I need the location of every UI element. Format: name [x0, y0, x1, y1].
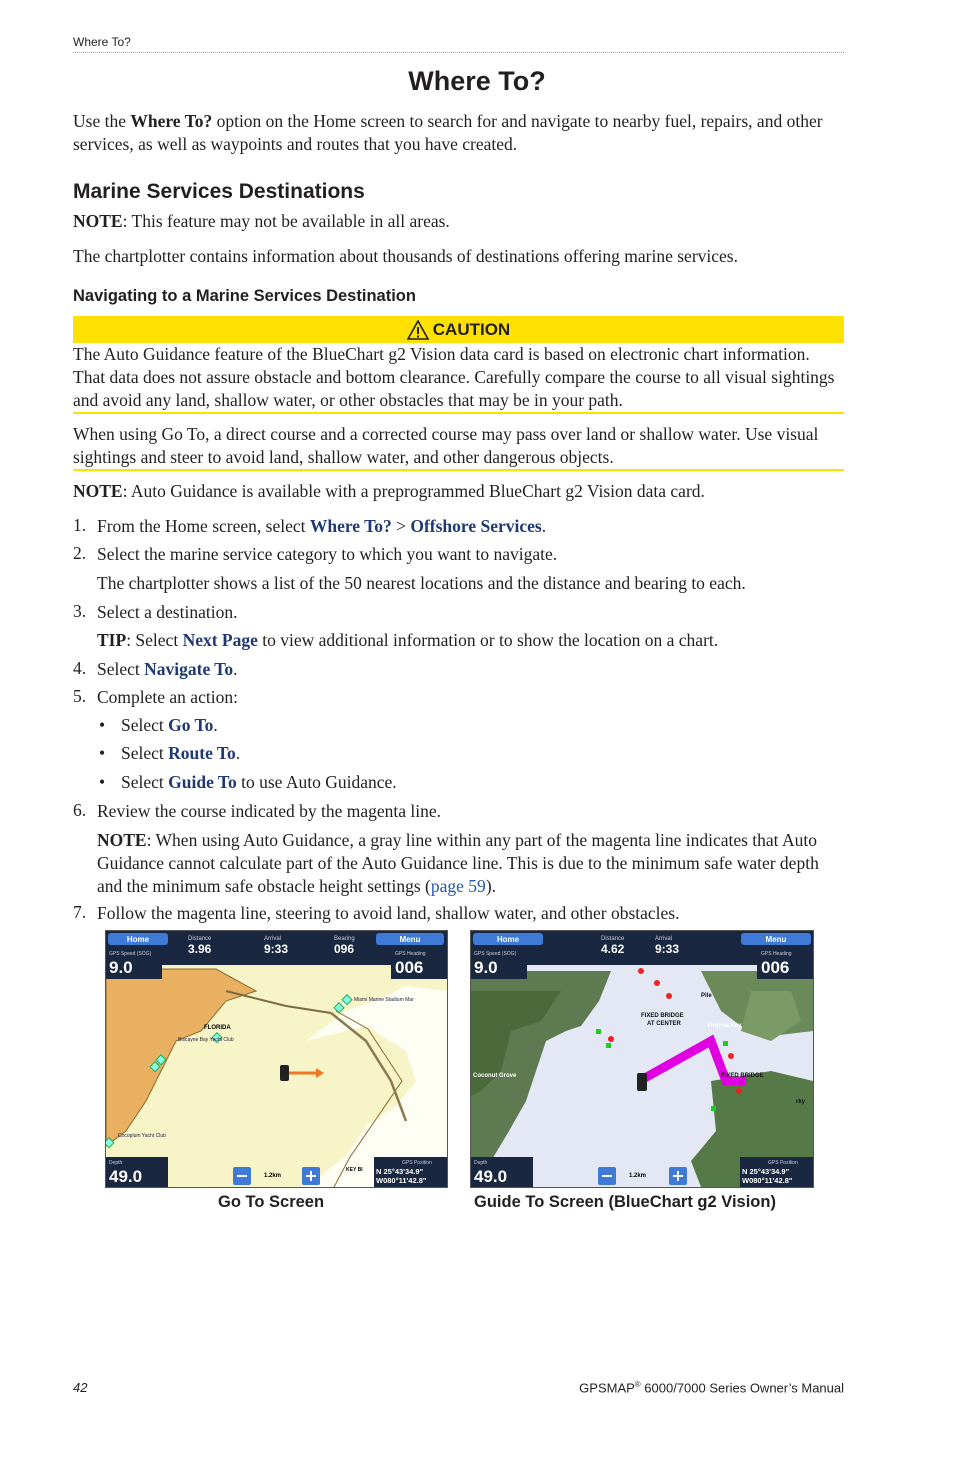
- step-7: Follow the magenta line, steering to avoid land, shallow water, and other obstacles.: [97, 903, 680, 923]
- pile-label: Pile: [701, 993, 712, 999]
- scale-value: 1.2km: [264, 1173, 282, 1179]
- latitude-value: N 25°43'34.9": [376, 1167, 424, 1176]
- step-7-number: 7.: [73, 902, 87, 922]
- speed-value: 9.0: [474, 958, 498, 977]
- biscayne-label: Biscayne Bay Yacht Club: [178, 1037, 234, 1043]
- tip-text-end: to view additional information or to show the location on a chart.: [257, 630, 719, 650]
- warning-icon: [407, 320, 429, 340]
- step-3: Select a destination.: [97, 602, 238, 622]
- distance-label: Distance: [601, 936, 625, 942]
- coconut-grove-label: Coconut Grove: [473, 1073, 517, 1079]
- speed-label: GPS Speed (SOG): [474, 951, 517, 957]
- speed-value: 9.0: [109, 958, 133, 977]
- depth-label: Depth: [109, 1160, 123, 1166]
- step-3-tip: [97, 629, 845, 652]
- longitude-value: W080°11'42.8": [742, 1176, 793, 1185]
- guide-to-screen-image: [470, 930, 814, 1188]
- bearing-value: 096: [334, 942, 355, 956]
- auto-guidance-note: [73, 480, 845, 503]
- distance-value: 3.96: [188, 942, 212, 956]
- tip-label: TIP: [97, 630, 127, 650]
- caution-bottom-rule: [73, 469, 844, 471]
- manual-series: 6000/7000 Series Owner’s Manual: [640, 1380, 844, 1396]
- step-4-number: 4.: [73, 658, 87, 678]
- bullet-route-to: [121, 743, 240, 764]
- bearing-label: Bearing: [334, 936, 355, 942]
- bullet-2-dot: •: [99, 743, 106, 763]
- distance-label: Distance: [188, 936, 212, 942]
- go-to-chart-svg: [106, 931, 447, 1187]
- arrival-value: 9:33: [655, 942, 680, 956]
- step-2-detail: The chartplotter shows a list of the 50 nearest locations and the distance and bearing to each.: [97, 573, 746, 593]
- guide-to-ui-label: Guide To: [168, 772, 237, 792]
- step-6-note: [97, 829, 845, 898]
- tip-text: : Select: [126, 630, 183, 650]
- home-button-label: Home: [496, 935, 520, 944]
- bullet-1-text: Select: [121, 715, 169, 735]
- fixed-bridge-2-label: FIXED BRIDGE: [721, 1073, 764, 1079]
- florida-label: FLORIDA: [204, 1025, 231, 1031]
- fixed-bridge-label: FIXED BRIDGE: [641, 1013, 684, 1019]
- manual-name: GPSMAP: [579, 1380, 635, 1396]
- bullet-1-dot: •: [99, 715, 106, 735]
- bullet-2-text: Select: [121, 743, 169, 763]
- step-3-number: 3.: [73, 601, 87, 621]
- bullet-go-to: [121, 715, 218, 736]
- step-6-note-end: ).: [485, 876, 497, 896]
- navigate-to-ui-label: Navigate To: [144, 659, 234, 679]
- step-1-number: 1.: [73, 515, 87, 535]
- heading-label: GPS Heading: [761, 951, 792, 957]
- menu-button-label: Menu: [765, 935, 787, 944]
- arrival-value: 9:33: [264, 942, 289, 956]
- arrival-label: Arrival: [264, 936, 282, 942]
- step-1-text: From the Home screen, select: [97, 516, 310, 536]
- bullet-3-dot: •: [99, 772, 106, 792]
- step-5-number: 5.: [73, 686, 87, 706]
- where-to-ui-label: Where To?: [309, 516, 392, 536]
- header-rule: [73, 52, 844, 53]
- step-6-note-label: NOTE: [97, 830, 147, 850]
- note-text: : This feature may not be available in all areas.: [122, 211, 450, 231]
- running-head: Where To?: [73, 35, 131, 49]
- page-title: Where To?: [408, 66, 546, 96]
- miami-stadium-label: Miami Marine Stadium Mar: [354, 997, 414, 1003]
- step-6: Review the course indicated by the magenta line.: [97, 801, 442, 821]
- heading-value: 006: [761, 958, 790, 977]
- caution-banner: [73, 316, 844, 343]
- intro-suffix: option on the Home screen to search for and navigate to nearby fuel, repairs, and other services, as well as waypoints and routes that you have created.: [73, 111, 823, 154]
- menu-separator: >: [391, 516, 411, 536]
- key-label: KEY BI: [346, 1167, 363, 1173]
- step-6-note-text: : When using Auto Guidance, a gray line within any part of the magenta line indicates that Auto Guidance cannot calculate part of the Auto Guidance line. This is due to the minimum safe water depth and the minimum safe obstacle height settings (: [97, 830, 819, 896]
- rky-label: rky: [796, 1099, 806, 1105]
- depth-value: 49.0: [109, 1167, 143, 1186]
- speed-label: GPS Speed (SOG): [109, 951, 152, 957]
- latitude-value: N 25°43'34.9": [742, 1167, 790, 1176]
- section-description: The chartplotter contains information about thousands of destinations offering marine services.: [73, 246, 738, 266]
- go-to-ui-label: Go To: [168, 715, 214, 735]
- depth-label: Depth: [474, 1160, 488, 1166]
- page-number: 42: [73, 1380, 88, 1395]
- guide-to-chart-svg: [471, 931, 813, 1187]
- bullet-3-end: to use Auto Guidance.: [236, 772, 397, 792]
- at-center-label: AT CENTER: [647, 1021, 681, 1027]
- step-4-text: Select: [97, 659, 145, 679]
- step-4: [97, 658, 845, 681]
- home-button-label: Home: [126, 935, 150, 944]
- subsection-heading: Navigating to a Marine Services Destination: [73, 287, 416, 305]
- intro-bold: Where To?: [130, 111, 213, 131]
- go-to-caption: Go To Screen: [218, 1193, 325, 1211]
- manual-title: [579, 1380, 844, 1395]
- page-59-link[interactable]: page 59: [430, 876, 486, 896]
- go-to-screen-image: [105, 930, 448, 1188]
- section-heading: Marine Services Destinations: [73, 180, 365, 203]
- position-label: GPS Position: [768, 1160, 798, 1166]
- step-6-number: 6.: [73, 800, 87, 820]
- note2-label: NOTE: [73, 481, 123, 501]
- step-4-end: .: [233, 659, 238, 679]
- intro-paragraph: [73, 110, 845, 156]
- bullet-2-end: .: [235, 743, 241, 763]
- distance-value: 4.62: [601, 942, 625, 956]
- step-2-number: 2.: [73, 543, 87, 563]
- bullet-3-text: Select: [121, 772, 169, 792]
- menu-button-label: Menu: [399, 935, 421, 944]
- heading-label: GPS Heading: [395, 951, 426, 957]
- step-5: Complete an action:: [97, 687, 238, 707]
- step-2: Select the marine service category to which you want to navigate.: [97, 544, 558, 564]
- guide-to-caption: Guide To Screen (BlueChart g2 Vision): [474, 1193, 776, 1211]
- virginia-key-label: Virginia Key: [707, 1023, 742, 1029]
- note2-text: : Auto Guidance is available with a preprogrammed BlueChart g2 Vision data card.: [122, 481, 705, 501]
- scale-value: 1.2km: [629, 1173, 647, 1179]
- cocoplum-label: Cocoplum Yacht Club: [118, 1133, 166, 1139]
- step-1: [97, 515, 845, 538]
- next-page-ui-label: Next Page: [182, 630, 258, 650]
- registered-mark: ®: [634, 1380, 641, 1389]
- intro-prefix: Use the: [73, 111, 131, 131]
- section-note: [73, 210, 845, 233]
- arrival-label: Arrival: [655, 936, 673, 942]
- bullet-guide-to: [121, 772, 397, 793]
- caution-divider: [73, 412, 844, 414]
- offshore-services-ui-label: Offshore Services: [410, 516, 542, 536]
- route-to-ui-label: Route To: [168, 743, 236, 763]
- caution-label: CAUTION: [432, 319, 511, 339]
- heading-value: 006: [395, 958, 424, 977]
- caution-paragraph-1: The Auto Guidance feature of the BlueChart g2 Vision data card is based on electronic chart information. That data does not assure obstacle and bottom clearance. Carefully compare the course to all visual sightings and avoid any land, shallow water, or other obstacles that may be in your path.: [73, 344, 835, 410]
- caution-paragraph-2: When using Go To, a direct course and a corrected course may pass over land or shallow water. Use visual sightings and steer to avoid land, shallow water, and other dangerous objects.: [73, 424, 819, 467]
- longitude-value: W080°11'42.8": [376, 1176, 427, 1185]
- depth-value: 49.0: [474, 1167, 508, 1186]
- bullet-1-end: .: [213, 715, 218, 735]
- note-label: NOTE: [73, 211, 123, 231]
- position-label: GPS Position: [402, 1160, 432, 1166]
- step-1-end: .: [541, 516, 547, 536]
